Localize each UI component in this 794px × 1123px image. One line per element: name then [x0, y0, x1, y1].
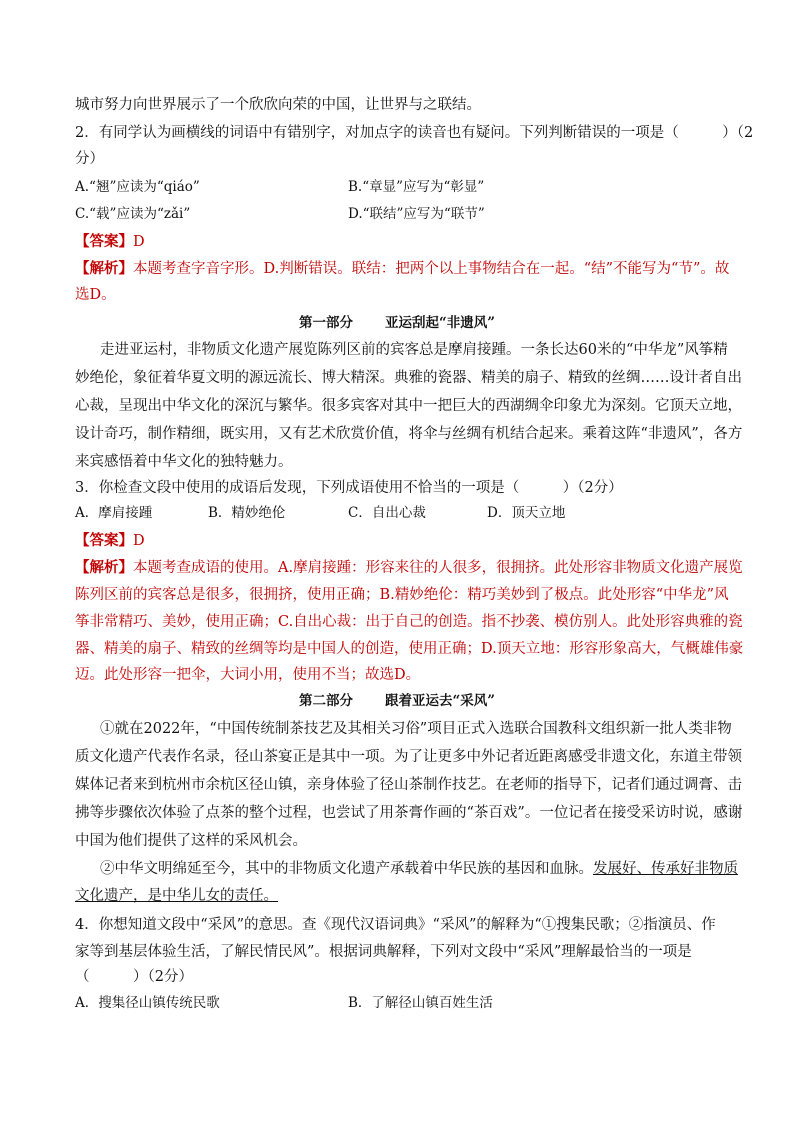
q4-stem-line: 家等到基层体验生活，了解民情民风”。根据词典解释，下列对文段中“采风”理解最恰当的一项是 [75, 944, 692, 960]
analysis-tag: 【解析】 [75, 260, 133, 277]
q2-option-c: C.“载”应读为“zǎi” [75, 206, 191, 222]
q4-option-a: A．搜集径山镇传统民歌 [75, 995, 220, 1011]
part1-passage-line: 来宾感悟着中华文化的独特魅力。 [75, 454, 293, 470]
underlined-sentence: 发展好、传承好非物质 [593, 861, 738, 877]
q3-analysis-line: 器、精美的扇子、精致的丝绸等均是中国人的创造，使用正确；D.顶天立地：形容形象高大，气概雄伟豪 [75, 641, 744, 657]
q3-analysis-line: 迈。此处形容一把伞，大词小用，使用不当；故选D。 [75, 667, 421, 683]
q2-option-b: B.“章显”应写为“彰显” [348, 179, 485, 195]
part2-para2-line [100, 859, 738, 879]
q3-answer [75, 531, 145, 551]
q3-option-b: B．精妙绝伦 [208, 505, 286, 521]
q3-option-c: C．自出心裁 [348, 505, 426, 521]
part2-para1-line: 中国为他们提供了这样的采风机会。 [75, 833, 307, 849]
q4-stem-line: 4．你想知道文段中“采风”的意思。查《现代汉语词典》“采风”的解释为“①搜集民歌；②指演员、作 [75, 917, 716, 933]
part2-title-text: 跟着亚运去“采风” [384, 693, 496, 709]
q3-option-a: A．摩肩接踵 [75, 505, 153, 521]
answer-value: D [133, 234, 145, 250]
part1-passage-line: 妙绝伦，象征着华夏文明的源远流长、博大精深。典雅的瓷器、精美的扇子、精致的丝绸……设计者自出 [75, 370, 742, 386]
analysis-text: 本题考查成语的使用。A.摩肩接踵：形容来往的人很多，很拥挤。此处形容非物质文化遗产展览 [133, 560, 743, 576]
part2-title-label: 第二部分 [298, 693, 353, 709]
part1-title-label: 第一部分 [298, 315, 353, 331]
part2-para2-line [75, 886, 278, 906]
q4-stem-line: （ ）（2分） [75, 969, 193, 985]
part1-passage-line: 走进亚运村，非物质文化遗产展览陈列区前的宾客总是摩肩接踵。一条长达60米的“中华龙”风筝精 [100, 342, 728, 358]
q2-option-a: A.“翘”应读为“qiáo” [75, 179, 200, 195]
analysis-tag: 【解析】 [75, 559, 133, 576]
answer-value: D [133, 533, 145, 549]
part1-passage-line: 心裁，呈现出中华文化的深沉与繁华。很多宾客对其中一把巨大的西湖绸伞印象尤为深刻。它顶天立地， [75, 398, 742, 414]
part1-passage-line: 设计奇巧，制作精细，既实用，又有艺术欣赏价值，将伞与丝绸有机结合起来。乘着这阵“非遗风”，各方 [75, 426, 743, 442]
analysis-text: “结”不能写为“节”。故 [583, 261, 730, 277]
q3-analysis-line: 陈列区前的宾客总是很多，很拥挤，使用正确；B.精妙绝伦：精巧美妙到了极点。此处形容“中华龙”风 [75, 587, 729, 603]
part2-para1-line: 媒体记者来到杭州市余杭区径山镇，亲身体验了径山茶制作技艺。在老师的指导下，记者们通过调膏、击 [75, 777, 742, 793]
part2-title [0, 691, 794, 711]
q2-answer [75, 232, 145, 252]
q3-stem: 3．你检查文段中使用的成语后发现，下列成语使用不恰当的一项是（ ）（2分） [75, 480, 623, 496]
part1-title [0, 313, 794, 333]
q2-stem-line-2: 分） [75, 151, 104, 167]
underlined-sentence: 文化遗产，是中华儿女的责任。 [75, 888, 278, 904]
part2-para1-line: 拂等步骤依次体验了点茶的整个过程，也尝试了用茶膏作画的“茶百戏”。一位记者在接受采访时说，感谢 [75, 805, 743, 821]
part1-title-text: 亚运刮起“非遗风” [384, 315, 496, 331]
q3-analysis-line: 筝非常精巧、美妙，使用正确；C.自出心裁：出于自己的创造。指不抄袭、模仿别人。此处形容典雅的瓷 [75, 614, 743, 630]
q2-stem-line-1: 2．有同学认为画横线的词语中有错别字，对加点字的读音也有疑问。下列判断错误的一项是（ ）（2 [75, 125, 754, 141]
part2-para1-line: ①就在2022年，“中国传统制茶技艺及其相关习俗”项目正式入选联合国教科文组织新一批人类非物 [100, 721, 732, 737]
analysis-text: 本题考查字音字形。D.判断错误。联结：把两个以上事物结合在一起。 [133, 261, 584, 277]
q2-analysis-line-2: 选D。 [75, 287, 116, 303]
q2-analysis-line-1 [75, 259, 729, 279]
q3-analysis-line [75, 558, 743, 578]
q4-option-b: B．了解径山镇百姓生活 [348, 995, 493, 1011]
para2-text: ②中华文明绵延至今，其中的非物质文化遗产承载着中华民族的基因和血脉。 [100, 861, 593, 877]
q2-option-d: D.“联结”应写为“联节” [348, 206, 485, 222]
answer-tag: 【答案】 [75, 532, 133, 549]
q3-option-d: D．顶天立地 [487, 505, 566, 521]
part2-para1-line: 质文化遗产代表作名录，径山茶宴正是其中一项。为了让更多中外记者近距离感受非遗文化，东道主带领 [75, 749, 742, 765]
intro-tail: 城市努力向世界展示了一个欣欣向荣的中国，让世界与之联结。 [75, 97, 481, 113]
answer-tag: 【答案】 [75, 233, 133, 250]
